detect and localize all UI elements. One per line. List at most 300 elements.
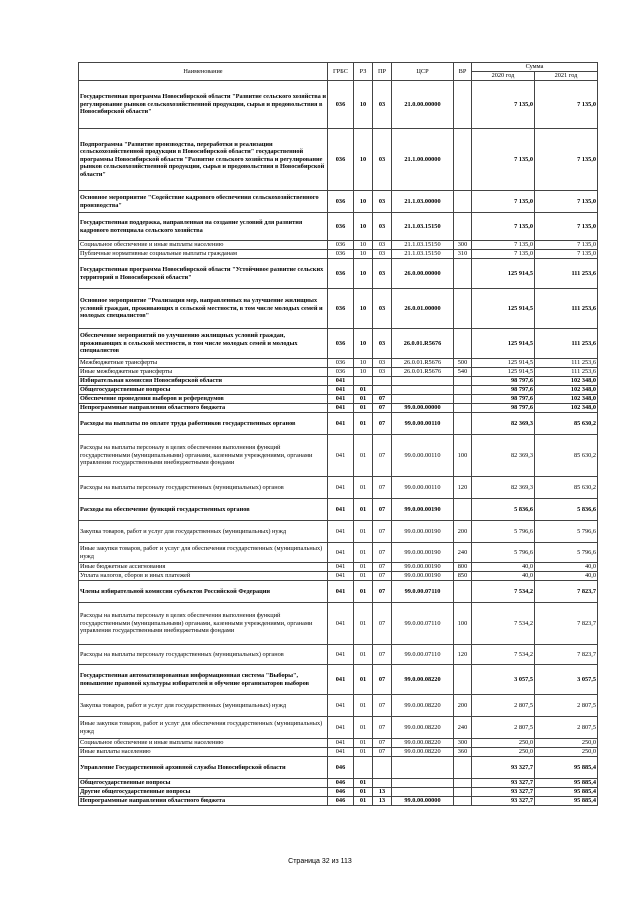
row-name: Подпрограмма "Развитие производства, переработки и реализации сельскохозяйственной продукции в Новосибирской области" государственной программы Новосибирской области "Развитие сельского хозяйства и регулирование рынков сельскохозяйственной продукции, сырья и продовольствия в Новосибирской области": [79, 129, 328, 191]
row-grbs: 041: [328, 695, 354, 717]
row-name: Публичные нормативные социальные выплаты гражданам: [79, 250, 328, 259]
table-row: [79, 250, 598, 259]
row-sum-2020: 125 914,5: [472, 259, 535, 289]
row-sum-2021: 7 135,0: [535, 81, 598, 129]
row-sum-2020: 7 135,0: [472, 250, 535, 259]
row-rz: 01: [354, 563, 373, 572]
row-rz: 01: [354, 695, 373, 717]
row-pr: 03: [373, 329, 392, 359]
row-sum-2020: 7 534,2: [472, 603, 535, 645]
row-rz: 01: [354, 739, 373, 748]
table-row: [79, 329, 598, 359]
row-sum-2021: 102 348,0: [535, 395, 598, 404]
row-csr: [392, 788, 454, 797]
row-grbs: 036: [328, 359, 354, 368]
row-pr: 03: [373, 368, 392, 377]
row-vr: [454, 665, 472, 695]
table-row: [79, 543, 598, 563]
row-vr: 300: [454, 739, 472, 748]
row-sum-2020: 125 914,5: [472, 359, 535, 368]
row-sum-2021: 95 885,4: [535, 788, 598, 797]
row-sum-2020: 93 327,7: [472, 797, 535, 806]
row-sum-2020: 98 797,6: [472, 386, 535, 395]
row-grbs: 036: [328, 250, 354, 259]
table-row: [79, 748, 598, 757]
row-pr: 07: [373, 603, 392, 645]
row-name: Государственная программа Новосибирской области "Устойчивое развитие сельских территорий в Новосибирской области": [79, 259, 328, 289]
row-name: Основное мероприятие "Содействие кадрового обеспечения сельскохозяйственного производства": [79, 191, 328, 213]
row-sum-2020: 40,0: [472, 563, 535, 572]
row-rz: 01: [354, 581, 373, 603]
row-name: Закупка товаров, работ и услуг для государственных (муниципальных) нужд: [79, 521, 328, 543]
row-name: Обеспечение мероприятий по улучшению жилищных условий граждан, проживающих в сельской местности, в том числе молодых семей и молодых специалистов: [79, 329, 328, 359]
row-vr: [454, 395, 472, 404]
row-pr: 07: [373, 739, 392, 748]
row-rz: 01: [354, 521, 373, 543]
row-sum-2021: 5 796,6: [535, 543, 598, 563]
row-csr: 99.0.00.00190: [392, 563, 454, 572]
row-rz: 01: [354, 395, 373, 404]
row-grbs: 041: [328, 665, 354, 695]
row-vr: 240: [454, 717, 472, 739]
row-vr: [454, 289, 472, 329]
header-rz: РЗ: [354, 63, 373, 81]
row-name: Другие общегосударственные вопросы: [79, 788, 328, 797]
row-sum-2021: 7 135,0: [535, 213, 598, 241]
row-sum-2020: 2 807,5: [472, 717, 535, 739]
row-pr: 03: [373, 81, 392, 129]
row-rz: [354, 377, 373, 386]
row-rz: 10: [354, 259, 373, 289]
row-name: Уплата налогов, сборов и иных платежей: [79, 572, 328, 581]
row-name: Непрограммные направления областного бюджета: [79, 797, 328, 806]
row-sum-2020: 82 369,3: [472, 435, 535, 477]
row-name: Члены избирательной комиссии субъектов Российской Федерации: [79, 581, 328, 603]
row-pr: 07: [373, 563, 392, 572]
row-vr: 300: [454, 241, 472, 250]
row-grbs: 036: [328, 129, 354, 191]
row-grbs: 036: [328, 289, 354, 329]
row-grbs: 041: [328, 581, 354, 603]
row-sum-2020: 93 327,7: [472, 788, 535, 797]
table-row: [79, 797, 598, 806]
table-row: [79, 413, 598, 435]
row-pr: 03: [373, 129, 392, 191]
row-vr: 360: [454, 748, 472, 757]
row-pr: 07: [373, 435, 392, 477]
row-rz: 01: [354, 665, 373, 695]
row-sum-2021: 95 885,4: [535, 779, 598, 788]
row-rz: 01: [354, 572, 373, 581]
row-pr: 07: [373, 665, 392, 695]
row-vr: [454, 259, 472, 289]
row-rz: 10: [354, 368, 373, 377]
row-rz: 10: [354, 359, 373, 368]
row-csr: [392, 386, 454, 395]
row-sum-2021: 111 253,6: [535, 289, 598, 329]
table-row: [79, 359, 598, 368]
row-rz: 01: [354, 748, 373, 757]
row-pr: 07: [373, 395, 392, 404]
row-pr: 03: [373, 191, 392, 213]
row-pr: 07: [373, 572, 392, 581]
row-grbs: 046: [328, 779, 354, 788]
header-vr: ВР: [454, 63, 472, 81]
row-pr: 07: [373, 748, 392, 757]
table-row: [79, 435, 598, 477]
row-name: Социальное обеспечение и иные выплаты населению: [79, 739, 328, 748]
row-vr: 240: [454, 543, 472, 563]
table-body: [79, 81, 598, 806]
row-vr: 200: [454, 521, 472, 543]
row-csr: 99.0.00.00000: [392, 404, 454, 413]
row-csr: 99.0.00.08220: [392, 717, 454, 739]
row-csr: 99.0.00.00190: [392, 499, 454, 521]
row-vr: [454, 129, 472, 191]
row-sum-2021: 5 796,6: [535, 521, 598, 543]
row-grbs: 041: [328, 413, 354, 435]
row-grbs: 046: [328, 797, 354, 806]
table-row: [79, 404, 598, 413]
row-vr: [454, 81, 472, 129]
row-sum-2021: 95 885,4: [535, 797, 598, 806]
header-grbs: ГРБС: [328, 63, 354, 81]
row-csr: 21.1.00.00000: [392, 129, 454, 191]
row-grbs: 046: [328, 757, 354, 779]
row-grbs: 041: [328, 377, 354, 386]
header-sum: Сумма: [472, 63, 598, 72]
row-name: Расходы на обеспечение функций государственных органов: [79, 499, 328, 521]
row-vr: [454, 377, 472, 386]
table-row: [79, 581, 598, 603]
row-sum-2021: 111 253,6: [535, 259, 598, 289]
row-rz: [354, 757, 373, 779]
row-vr: [454, 779, 472, 788]
row-name: Обеспечение проведения выборов и референдумов: [79, 395, 328, 404]
row-csr: 99.0.00.08220: [392, 748, 454, 757]
row-vr: [454, 797, 472, 806]
row-sum-2021: 250,0: [535, 748, 598, 757]
table-row: [79, 779, 598, 788]
row-csr: 99.0.00.08220: [392, 695, 454, 717]
row-sum-2020: 82 369,3: [472, 413, 535, 435]
row-grbs: 041: [328, 499, 354, 521]
row-grbs: 036: [328, 81, 354, 129]
row-pr: 07: [373, 499, 392, 521]
row-sum-2021: 7 135,0: [535, 241, 598, 250]
row-csr: [392, 779, 454, 788]
row-sum-2021: 2 807,5: [535, 717, 598, 739]
row-pr: 03: [373, 359, 392, 368]
row-sum-2021: 85 630,2: [535, 413, 598, 435]
row-name: Расходы на выплаты персоналу в целях обеспечения выполнения функций государственными (муниципальными) органами, казенными учреждениями, органами управления государственными внебюджетными фондами: [79, 435, 328, 477]
row-csr: 99.0.00.00190: [392, 543, 454, 563]
row-rz: 10: [354, 289, 373, 329]
row-grbs: 036: [328, 259, 354, 289]
row-name: Непрограммные направления областного бюджета: [79, 404, 328, 413]
row-csr: 99.0.00.08220: [392, 665, 454, 695]
table-row: [79, 563, 598, 572]
table-row: [79, 788, 598, 797]
table-row: [79, 757, 598, 779]
row-csr: 26.0.01.R5676: [392, 359, 454, 368]
row-sum-2020: 98 797,6: [472, 395, 535, 404]
row-rz: 01: [354, 717, 373, 739]
table-row: [79, 665, 598, 695]
row-rz: 10: [354, 241, 373, 250]
row-sum-2020: 5 836,6: [472, 499, 535, 521]
row-sum-2021: 85 630,2: [535, 435, 598, 477]
row-sum-2020: 125 914,5: [472, 368, 535, 377]
row-csr: 21.1.03.15150: [392, 241, 454, 250]
row-vr: 120: [454, 645, 472, 665]
row-name: Основное мероприятие "Реализация мер, направленных на улучшение жилищных условий граждан, проживающих в сельской местности, в том числе молодых семей и молодых специалистов": [79, 289, 328, 329]
table-row: [79, 191, 598, 213]
row-csr: 99.0.00.07110: [392, 645, 454, 665]
row-sum-2021: 102 348,0: [535, 377, 598, 386]
row-sum-2020: 82 369,3: [472, 477, 535, 499]
row-sum-2021: 7 135,0: [535, 191, 598, 213]
row-csr: 21.0.00.00000: [392, 81, 454, 129]
row-vr: [454, 788, 472, 797]
row-name: Расходы на выплаты персоналу государственных (муниципальных) органов: [79, 645, 328, 665]
row-rz: 01: [354, 543, 373, 563]
row-csr: 99.0.00.00110: [392, 477, 454, 499]
row-sum-2020: 98 797,6: [472, 404, 535, 413]
table-row: [79, 386, 598, 395]
row-csr: 99.0.00.07110: [392, 581, 454, 603]
row-grbs: 041: [328, 717, 354, 739]
table-row: [79, 572, 598, 581]
table-row: [79, 521, 598, 543]
row-rz: 10: [354, 329, 373, 359]
row-grbs: 041: [328, 543, 354, 563]
row-sum-2020: 98 797,6: [472, 377, 535, 386]
row-sum-2021: 40,0: [535, 563, 598, 572]
row-pr: 07: [373, 645, 392, 665]
row-pr: 07: [373, 404, 392, 413]
row-grbs: 041: [328, 404, 354, 413]
row-name: Иные межбюджетные трансферты: [79, 368, 328, 377]
row-sum-2020: 7 135,0: [472, 129, 535, 191]
row-csr: 99.0.00.00110: [392, 435, 454, 477]
row-pr: 07: [373, 717, 392, 739]
header-2020: 2020 год: [472, 72, 535, 81]
table-row: [79, 259, 598, 289]
row-name: Управление Государственной архивной службы Новосибирской области: [79, 757, 328, 779]
row-name: Расходы на выплаты персоналу государственных (муниципальных) органов: [79, 477, 328, 499]
row-vr: [454, 499, 472, 521]
row-sum-2021: 102 348,0: [535, 386, 598, 395]
row-csr: 99.0.00.00190: [392, 572, 454, 581]
row-pr: 03: [373, 241, 392, 250]
row-rz: 10: [354, 129, 373, 191]
row-sum-2020: 7 534,2: [472, 581, 535, 603]
row-name: Расходы на выплаты персоналу в целях обеспечения выполнения функций государственными (муниципальными) органами, казенными учреждениями, органами управления государственными внебюджетными фондами: [79, 603, 328, 645]
row-pr: 03: [373, 259, 392, 289]
table-row: [79, 395, 598, 404]
row-sum-2021: 7 823,7: [535, 645, 598, 665]
table-row: [79, 213, 598, 241]
row-vr: 200: [454, 695, 472, 717]
row-vr: [454, 581, 472, 603]
row-sum-2021: 111 253,6: [535, 368, 598, 377]
row-rz: 10: [354, 81, 373, 129]
row-vr: [454, 757, 472, 779]
row-sum-2020: 5 796,6: [472, 543, 535, 563]
row-pr: 13: [373, 797, 392, 806]
row-sum-2020: 2 807,5: [472, 695, 535, 717]
row-vr: 310: [454, 250, 472, 259]
row-pr: [373, 377, 392, 386]
row-sum-2021: 2 807,5: [535, 695, 598, 717]
row-grbs: 041: [328, 435, 354, 477]
row-vr: 540: [454, 368, 472, 377]
row-rz: 01: [354, 499, 373, 521]
page-number: Страница 32 из 113: [288, 858, 352, 865]
row-sum-2021: 95 885,4: [535, 757, 598, 779]
row-rz: 01: [354, 413, 373, 435]
table-row: [79, 739, 598, 748]
row-sum-2021: 5 836,6: [535, 499, 598, 521]
table-row: [79, 717, 598, 739]
row-pr: 07: [373, 521, 392, 543]
row-vr: 100: [454, 603, 472, 645]
header-csr: ЦСР: [392, 63, 454, 81]
row-grbs: 041: [328, 739, 354, 748]
row-name: Государственная поддержка, направленная на создание условий для развития кадрового потенциала сельского хозяйства: [79, 213, 328, 241]
row-rz: 01: [354, 779, 373, 788]
row-csr: 99.0.00.00190: [392, 521, 454, 543]
row-name: Иные выплаты населению: [79, 748, 328, 757]
row-csr: 26.0.01.R5676: [392, 368, 454, 377]
row-csr: 21.1.03.00000: [392, 191, 454, 213]
row-csr: 21.1.03.15150: [392, 250, 454, 259]
row-rz: 01: [354, 788, 373, 797]
row-sum-2020: 7 135,0: [472, 213, 535, 241]
table-row: [79, 499, 598, 521]
row-grbs: 041: [328, 572, 354, 581]
row-pr: [373, 386, 392, 395]
row-vr: 800: [454, 563, 472, 572]
row-rz: 10: [354, 250, 373, 259]
row-grbs: 041: [328, 645, 354, 665]
header-2021: 2021 год: [535, 72, 598, 81]
header-name: Наименование: [79, 63, 328, 81]
row-rz: 10: [354, 213, 373, 241]
row-grbs: 041: [328, 477, 354, 499]
header-pr: ПР: [373, 63, 392, 81]
table-row: [79, 289, 598, 329]
row-pr: 13: [373, 788, 392, 797]
row-sum-2020: 40,0: [472, 572, 535, 581]
row-vr: [454, 213, 472, 241]
row-sum-2021: 250,0: [535, 739, 598, 748]
row-pr: 07: [373, 581, 392, 603]
row-rz: 01: [354, 435, 373, 477]
table-row: [79, 645, 598, 665]
row-pr: 07: [373, 477, 392, 499]
row-sum-2020: 93 327,7: [472, 779, 535, 788]
row-sum-2021: 85 630,2: [535, 477, 598, 499]
row-sum-2021: 3 057,5: [535, 665, 598, 695]
row-vr: 100: [454, 435, 472, 477]
row-rz: 01: [354, 645, 373, 665]
row-grbs: 036: [328, 368, 354, 377]
row-rz: 01: [354, 603, 373, 645]
row-pr: [373, 757, 392, 779]
row-pr: 07: [373, 543, 392, 563]
row-name: Иные бюджетные ассигнования: [79, 563, 328, 572]
row-grbs: 041: [328, 521, 354, 543]
row-pr: 07: [373, 413, 392, 435]
row-grbs: 036: [328, 329, 354, 359]
table-row: [79, 377, 598, 386]
row-sum-2020: 250,0: [472, 739, 535, 748]
row-csr: 99.0.00.07110: [392, 603, 454, 645]
budget-table: [78, 62, 598, 806]
row-grbs: 041: [328, 748, 354, 757]
table-row: [79, 695, 598, 717]
row-csr: 99.0.00.08220: [392, 739, 454, 748]
row-rz: 01: [354, 477, 373, 499]
row-sum-2020: 93 327,7: [472, 757, 535, 779]
row-sum-2021: 111 253,6: [535, 329, 598, 359]
row-rz: 01: [354, 797, 373, 806]
row-sum-2021: 111 253,6: [535, 359, 598, 368]
row-vr: [454, 329, 472, 359]
row-csr: 26.0.00.00000: [392, 259, 454, 289]
row-sum-2020: 7 534,2: [472, 645, 535, 665]
row-name: Иные закупки товаров, работ и услуг для обеспечения государственных (муниципальных) нужд: [79, 717, 328, 739]
row-sum-2020: 7 135,0: [472, 191, 535, 213]
row-name: Социальное обеспечение и иные выплаты населению: [79, 241, 328, 250]
row-name: Государственная автоматизированная информационная система "Выборы", повышение правовой культуры избирателей и обучение организаторов выборов: [79, 665, 328, 695]
row-sum-2020: 125 914,5: [472, 329, 535, 359]
row-sum-2020: 125 914,5: [472, 289, 535, 329]
row-grbs: 036: [328, 213, 354, 241]
row-csr: 21.1.03.15150: [392, 213, 454, 241]
budget-page: [78, 62, 597, 806]
row-pr: 03: [373, 289, 392, 329]
row-vr: 500: [454, 359, 472, 368]
row-grbs: 041: [328, 563, 354, 572]
table-row: [79, 81, 598, 129]
row-csr: [392, 377, 454, 386]
row-sum-2021: 102 348,0: [535, 404, 598, 413]
row-vr: [454, 404, 472, 413]
row-grbs: 041: [328, 395, 354, 404]
row-vr: 120: [454, 477, 472, 499]
row-pr: [373, 779, 392, 788]
row-sum-2020: 3 057,5: [472, 665, 535, 695]
row-csr: 99.0.00.00000: [392, 797, 454, 806]
row-vr: [454, 191, 472, 213]
row-pr: 07: [373, 695, 392, 717]
row-sum-2020: 7 135,0: [472, 241, 535, 250]
table-row: [79, 477, 598, 499]
row-pr: 03: [373, 213, 392, 241]
row-grbs: 036: [328, 191, 354, 213]
row-sum-2021: 40,0: [535, 572, 598, 581]
row-name: Общегосударственные вопросы: [79, 779, 328, 788]
row-grbs: 041: [328, 603, 354, 645]
table-row: [79, 603, 598, 645]
row-csr: [392, 757, 454, 779]
row-csr: 26.0.01.00000: [392, 289, 454, 329]
row-name: Межбюджетные трансферты: [79, 359, 328, 368]
row-name: Иные закупки товаров, работ и услуг для обеспечения государственных (муниципальных) нужд: [79, 543, 328, 563]
